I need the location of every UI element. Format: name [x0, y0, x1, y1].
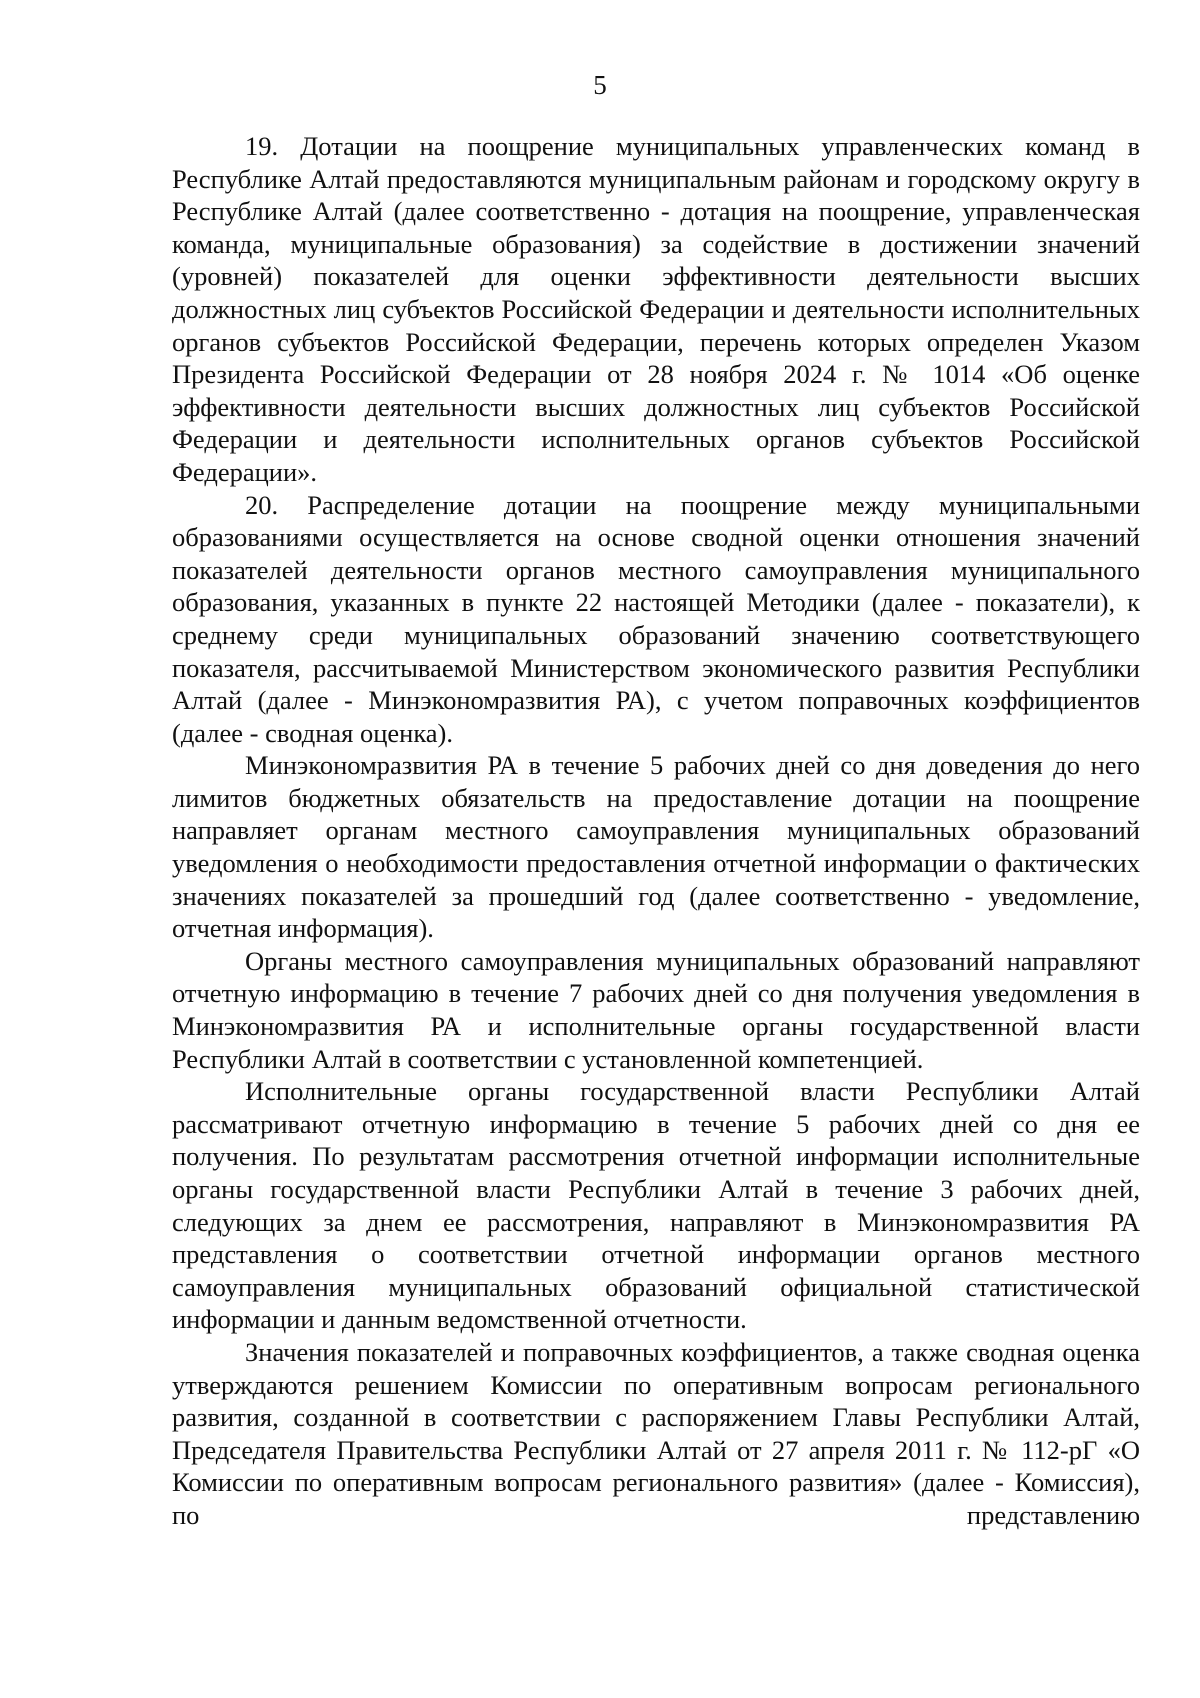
paragraph-notification: Минэкономразвития РА в течение 5 рабочих дней со дня доведения до него лимитов бюджетных обязательств на предоставление дотации на поощрение направляет органам местного самоуправления муниципальных образований уведомления о необходимости предоставления отчетной информации о фактических значениях показателей за прошедший год (далее соответственно - уведомление, отчетная информация).: [172, 750, 1140, 944]
paragraph-local-authorities: Органы местного самоуправления муниципальных образований направляют отчетную информацию в течение 7 рабочих дней со дня получения уведомления в Минэкономразвития РА и исполнительные органы государственной власти Республики Алтай в соответствии с установленной компетенцией.: [172, 945, 1140, 1074]
page-number: 5: [593, 70, 607, 100]
paragraph-19: 19. Дотации на поощрение муниципальных управленческих команд в Республике Алтай предоставляются муниципальным районам и городскому округу в Республике Алтай (далее соответственно - дотация на поощрение, управленческая команда, муниципальные образования) за содействие в достижении значений (уровней) показателей для оценки эффективности деятельности высших должностных лиц субъектов Российской Федерации и деятельности исполнительных органов субъектов Российской Федерации, перечень которых определен Указом Президента Российской Федерации от 28 ноября 2024 г. № 1014 «Об оценке эффективности деятельности высших должностных лиц субъектов Российской Федерации и деятельности исполнительных органов субъектов Российской Федерации».: [172, 131, 1140, 487]
paragraph-20: 20. Распределение дотации на поощрение между муниципальными образованиями осуществляется на основе сводной оценки отношения значений показателей деятельности органов местного самоуправления муниципального образования, указанных в пункте 22 настоящей Методики (далее - показатели), к среднему среди муниципальных образований значению соответствующего показателя, рассчитываемой Министерством экономического развития Республики Алтай (далее - Минэкономразвития РА), с учетом поправочных коэффициентов (далее - сводная оценка).: [172, 489, 1140, 748]
paragraph-commission: Значения показателей и поправочных коэффициентов, а также сводная оценка утверждаются решением Комиссии по оперативным вопросам регионального развития, созданной в соответствии с распоряжением Главы Республики Алтай, Председателя Правительства Республики Алтай от 27 апреля 2011 г. № 112-рГ «О Комиссии по оперативным вопросам регионального развития» (далее - Комиссия), по представлению: [172, 1336, 1140, 1530]
paragraph-executive-review: Исполнительные органы государственной власти Республики Алтай рассматривают отчетную информацию в течение 5 рабочих дней со дня ее получения. По результатам рассмотрения отчетной информации исполнительные органы государственной власти Республики Алтай в течение 3 рабочих дней, следующих за днем ее рассмотрения, направляют в Минэкономразвития РА представления о соответствии отчетной информации органов местного самоуправления муниципальных образований официальной статистической информации и данным ведомственной отчетности.: [172, 1076, 1140, 1335]
document-body: [172, 130, 1140, 1532]
